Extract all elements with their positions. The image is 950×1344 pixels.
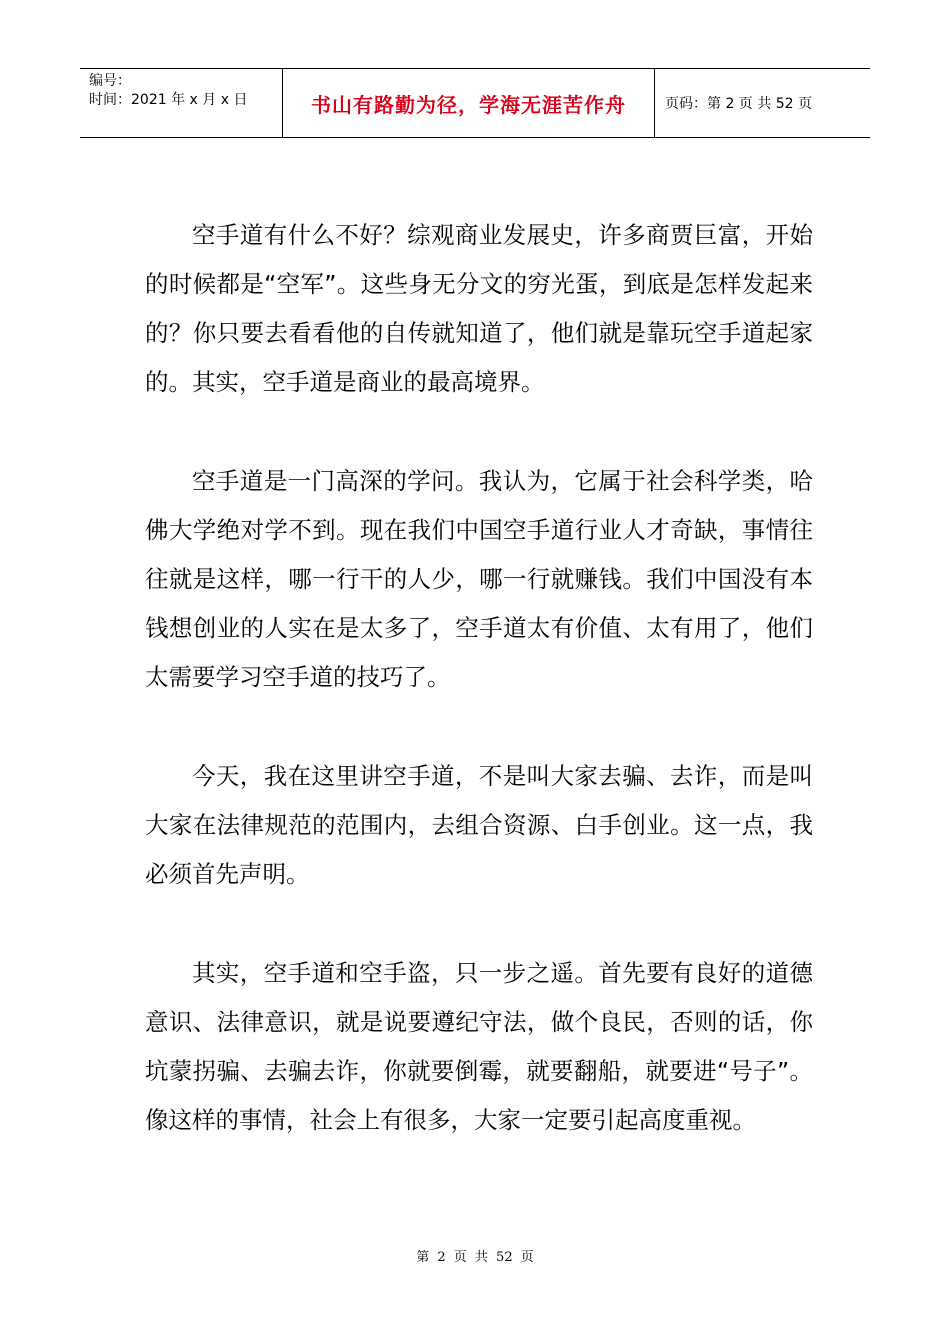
header-page-info: 页码：第 2 页 共 52 页	[665, 96, 812, 112]
time-label: 时间：2021 年 x 月 x 日	[89, 92, 248, 108]
page-footer	[0, 1246, 950, 1265]
header-meta-cell	[80, 69, 283, 137]
header-page-cell	[655, 69, 870, 137]
paragraph: 空手道是一门高深的学问。我认为，它属于社会科学类，哈佛大学绝对学不到。现在我们中国空手道行业人才奇缺，事情往往就是这样，哪一行干的人少，哪一行就赚钱。我们中国没有本钱想创业的人实在是太多了，空手道太有价值、太有用了，他们太需要学习空手道的技巧了。	[145, 467, 813, 691]
paragraph: 今天，我在这里讲空手道，不是叫大家去骗、去诈，而是叫大家在法律规范的范围内，去组合资源、白手创业。这一点，我必须首先声明。	[145, 762, 813, 888]
page-header	[80, 68, 870, 138]
paragraph: 其实，空手道和空手盗，只一步之遥。首先要有良好的道德意识、法律意识，就是说要遵纪守法，做个良民，否则的话，你坑蒙拐骗、去骗去诈，你就要倒霉，就要翻船，就要进“号子”。像这样的事情，社会上有很多，大家一定要引起高度重视。	[145, 959, 813, 1134]
document-body	[145, 211, 813, 1195]
header-motto: 书山有路勤为径，学海无涯苦作舟	[311, 92, 626, 117]
header-motto-cell	[283, 69, 655, 137]
footer-page-number: 第 2 页 共 52 页	[416, 1250, 534, 1265]
paragraph: 空手道有什么不好？综观商业发展史，许多商贾巨富，开始的时候都是“空军”。这些身无分文的穷光蛋，到底是怎样发起来的？你只要去看看他的自传就知道了，他们就是靠玩空手道起家的。其实，空手道是商业的最高境界。	[145, 221, 813, 396]
doc-number-label: 编号：	[89, 73, 131, 89]
